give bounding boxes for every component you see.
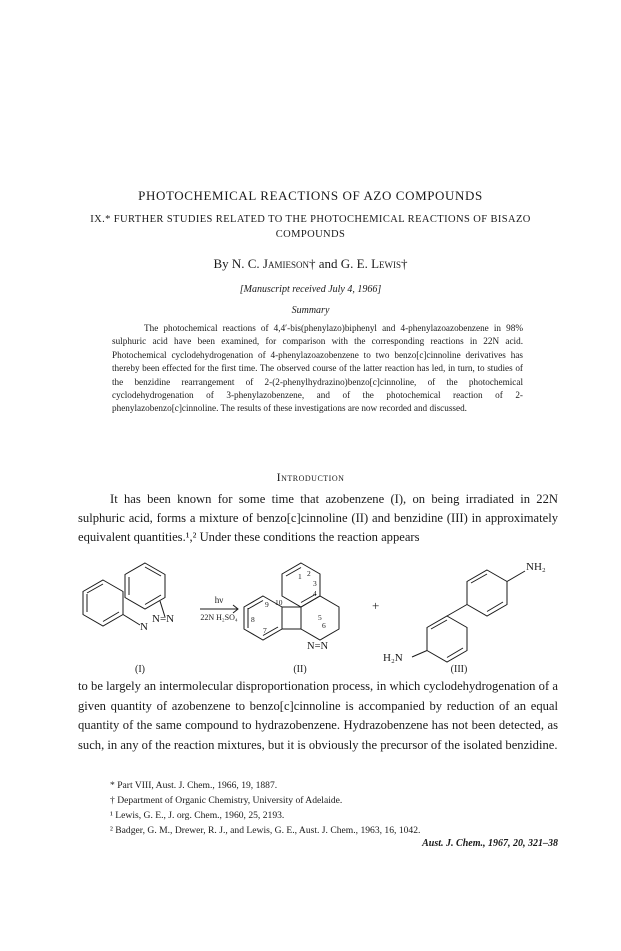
journal-citation: Aust. J. Chem., 1967, 20, 321–38 (422, 838, 558, 849)
structure-III-upper-ring (467, 570, 507, 616)
ring-number-2: 2 (307, 569, 311, 578)
article-title: PHOTOCHEMICAL REACTIONS OF AZO COMPOUNDS (138, 188, 483, 203)
footnote-affiliation: † Department of Organic Chemistry, University of Adelaide. (110, 795, 343, 806)
reaction-scheme (0, 545, 621, 670)
summary-text: The photochemical reactions of 4,4′-bis(phenylazo)biphenyl and 4-phenylazoazobenzene in 98% sulphuric acid have been examined, for comparison with the corresponding reactions in 22N acid. Photochemical cyclodehydrogenation of 4-phenylazoazobenzene to two benzo[c]cinnoline derivatives has thereby been effected for the first time. The observed course of the latter reaction has led, in turn, to studies of the benzidine rearrangement of 2-(2-phenylhydrazino)benzo[c]cinnoline, of the photochemical cyclodehydrogenation of 3-phenylazobenzene, and of the photochemical reaction of 2-phenylazobenzo[c]cinnoline. The results of these investigations are now recorded and discussed. (112, 323, 523, 414)
footnotes (78, 778, 558, 838)
structure-I-upper-ring (125, 563, 165, 609)
footnote-part: * Part VIII, Aust. J. Chem., 1966, 19, 1887. (110, 780, 278, 791)
structure-III-lower-ring (427, 616, 467, 662)
ring-number-9: 9 (265, 600, 269, 609)
structure-I-nitrogen: N (140, 621, 148, 633)
arrow-condition-hv: hν (214, 595, 224, 605)
structure-label-I: (I) (135, 664, 145, 675)
ring-number-8: 8 (251, 615, 255, 624)
ring-number-6: 6 (322, 621, 326, 630)
ring-number-1: 1 (298, 572, 302, 581)
manuscript-received: [Manuscript received July 4, 1966] (239, 284, 382, 295)
structure-III-nh2-top: NH₂ (526, 561, 546, 573)
ring-number-4: 4 (313, 589, 317, 598)
structure-I-lower-ring (83, 580, 123, 626)
arrow-condition-acid: 22N H₂SO₄ (200, 613, 238, 622)
author-prefix: By (213, 256, 229, 271)
ring-number-7: 7 (263, 626, 267, 635)
author-conjunction: and (318, 256, 338, 271)
author-1: N. C. Jamieson† (231, 256, 316, 271)
introduction-heading: Introduction (276, 470, 345, 484)
ring-number-5: 5 (318, 613, 322, 622)
structure-I-azo: N=N (152, 613, 175, 625)
intro-paragraph-2: to be largely an intermolecular disproportionation process, in which cyclodehydrogenation of a given quantity of azobenzene to benzo[c]cinnoline is accompanied by reduction of an equal quantity of the same compound to hydrazobenzene. Hydrazobenzene has not been detected, as such, in any of the reaction mixtures, but it is obviously the precursor of the isolated benzidine. (78, 679, 558, 752)
intro-paragraph-1: It has been known for some time that azobenzene (I), on being irradiated in 22N sulphuric acid, forms a mixture of benzo[c]cinnoline (II) and benzidine (III) in approximately equivalent quantities.¹,² Under these conditions the reaction appears (78, 492, 558, 544)
footnote-ref-2: ² Badger, G. M., Drewer, R. J., and Lewis, G. E., Aust. J. Chem., 1963, 16, 1042. (110, 825, 421, 836)
ring-number-3: 3 (313, 579, 317, 588)
structure-labels (0, 660, 621, 678)
structure-III-nh2-bottom: H₂N (383, 652, 403, 664)
plus-sign: + (372, 598, 380, 613)
author-line (0, 256, 621, 272)
structure-label-III: (III) (450, 664, 468, 675)
article-subtitle: IX.* FURTHER STUDIES RELATED TO THE PHOTOCHEMICAL REACTIONS OF BISAZO COMPOUNDS (90, 214, 531, 240)
ring-number-10: 10 (275, 598, 283, 607)
author-2: G. E. Lewis† (340, 256, 408, 271)
footnote-ref-1: ¹ Lewis, G. E., J. org. Chem., 1960, 25, 2193. (110, 810, 285, 821)
structure-label-II: (II) (293, 664, 307, 675)
summary-heading: Summary (291, 305, 330, 316)
structure-II-azo: N=N (307, 641, 329, 652)
